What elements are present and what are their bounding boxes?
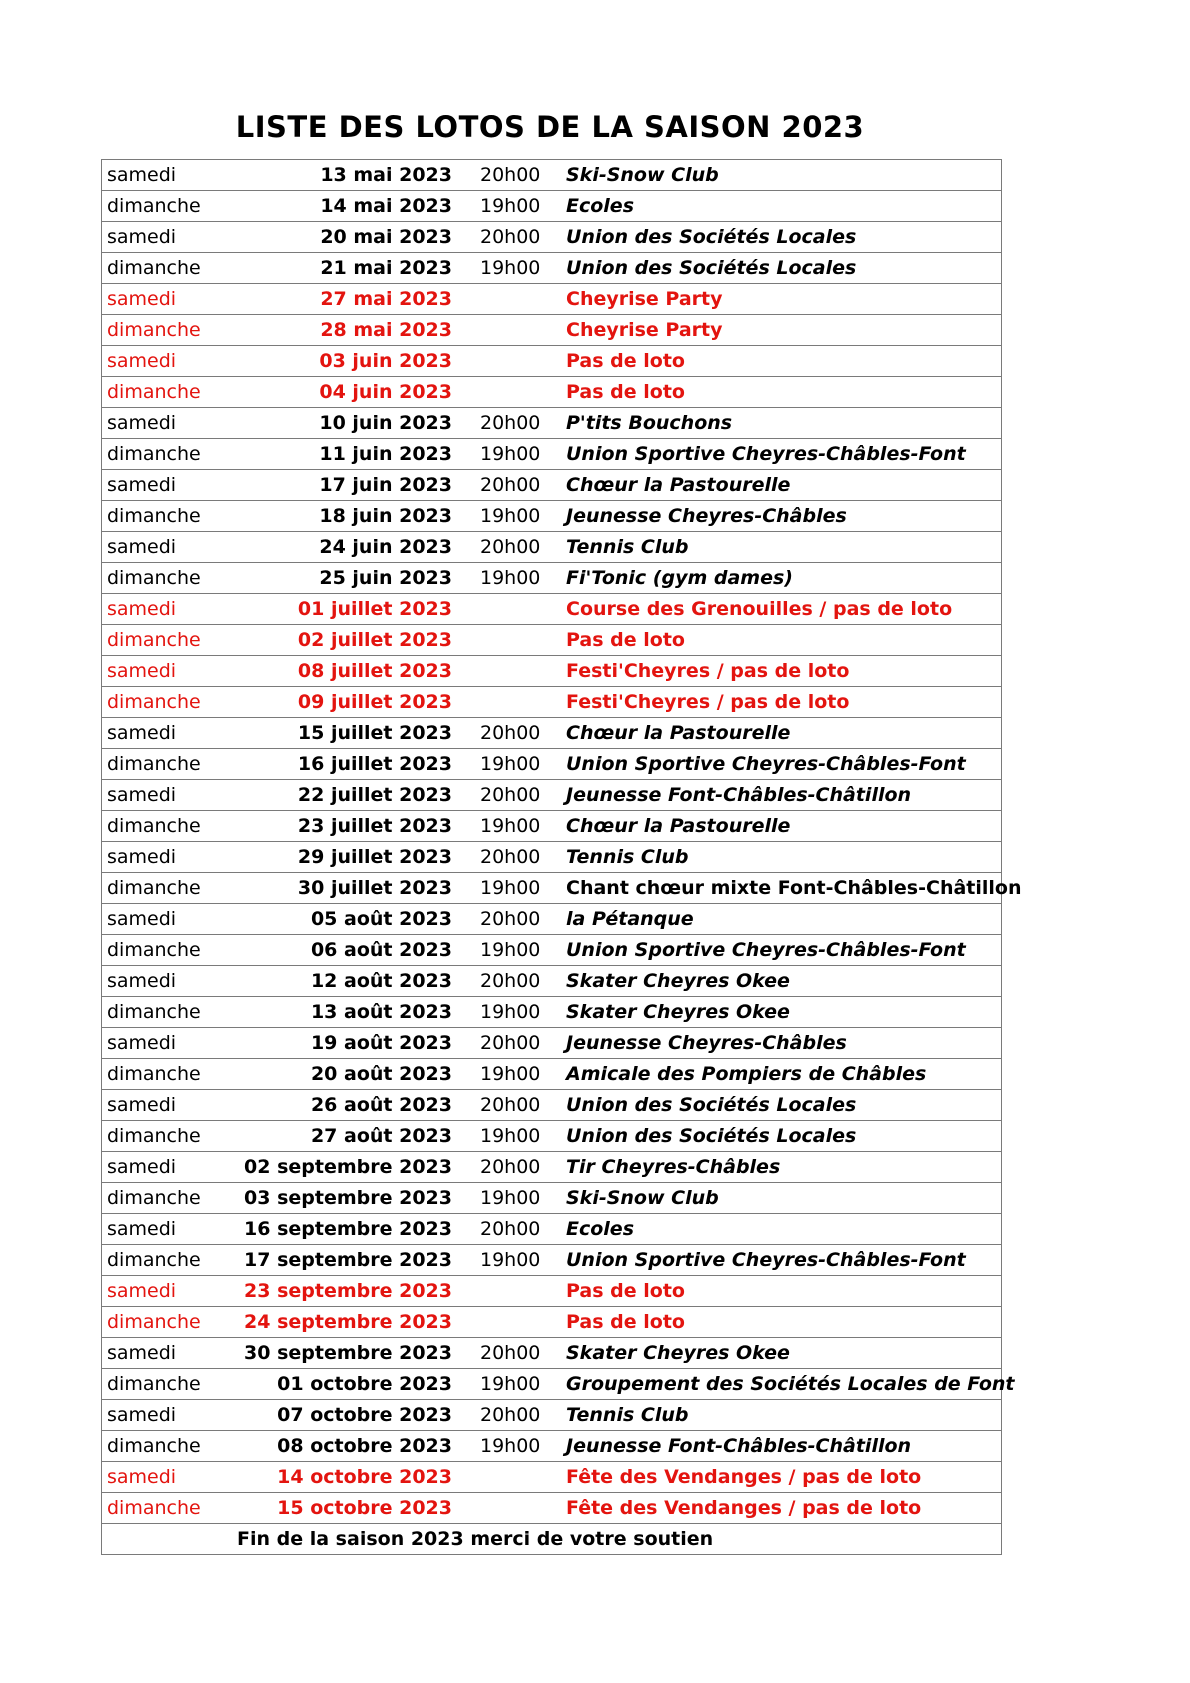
row-day: dimanche: [107, 257, 201, 279]
row-time: 19h00: [480, 1125, 541, 1147]
row-time: 19h00: [480, 1373, 541, 1395]
row-time: 20h00: [480, 846, 541, 868]
table-row: [102, 1028, 1001, 1059]
row-club: Festi'Cheyres / pas de loto: [566, 691, 850, 713]
row-club: Ski-Snow Club: [566, 1187, 719, 1209]
row-club: Union Sportive Cheyres-Châbles-Font: [566, 1249, 966, 1271]
row-club: Jeunesse Cheyres-Châbles: [566, 505, 847, 527]
table-row: [102, 191, 1001, 222]
row-day: dimanche: [107, 939, 201, 961]
row-day: samedi: [107, 1032, 177, 1054]
row-time: 19h00: [480, 1187, 541, 1209]
row-time: 19h00: [480, 1249, 541, 1271]
table-row: [102, 439, 1001, 470]
row-date: 17 juin 2023: [319, 474, 452, 496]
table-row: [102, 470, 1001, 501]
table-row: [102, 780, 1001, 811]
table-row: [102, 1276, 1001, 1307]
row-date: 27 août 2023: [310, 1125, 452, 1147]
page-title: LISTE DES LOTOS DE LA SAISON 2023: [235, 110, 865, 144]
table-row: [102, 563, 1001, 594]
table-row: [102, 1121, 1001, 1152]
row-club: Pas de loto: [566, 350, 685, 372]
row-date: 03 juin 2023: [319, 350, 452, 372]
row-date: 17 septembre 2023: [244, 1249, 452, 1271]
table-row: [102, 408, 1001, 439]
row-time: 19h00: [480, 505, 541, 527]
row-club: Union Sportive Cheyres-Châbles-Font: [566, 753, 966, 775]
row-date: 10 juin 2023: [319, 412, 452, 434]
row-day: dimanche: [107, 567, 201, 589]
table-row: [102, 346, 1001, 377]
table-row: [102, 687, 1001, 718]
row-day: samedi: [107, 1342, 177, 1364]
row-date: 27 mai 2023: [320, 288, 452, 310]
row-day: dimanche: [107, 629, 201, 651]
row-time: 19h00: [480, 753, 541, 775]
row-day: samedi: [107, 164, 177, 186]
row-date: 19 août 2023: [310, 1032, 452, 1054]
row-time: 19h00: [480, 939, 541, 961]
row-club: Pas de loto: [566, 1280, 685, 1302]
row-club: Chœur la Pastourelle: [566, 722, 791, 744]
row-club: Cheyrise Party: [566, 319, 723, 341]
row-date: 02 juillet 2023: [297, 629, 452, 651]
row-date: 16 juillet 2023: [297, 753, 452, 775]
row-day: samedi: [107, 784, 177, 806]
row-day: samedi: [107, 660, 177, 682]
row-club: Groupement des Sociétés Locales de Font: [566, 1373, 1015, 1395]
row-time: 20h00: [480, 1218, 541, 1240]
row-club: Union des Sociétés Locales: [566, 1094, 857, 1116]
row-date: 14 octobre 2023: [277, 1466, 452, 1488]
row-date: 26 août 2023: [310, 1094, 452, 1116]
row-day: samedi: [107, 1466, 177, 1488]
row-day: samedi: [107, 1094, 177, 1116]
table-row: [102, 997, 1001, 1028]
table-row: [102, 1338, 1001, 1369]
lotos-table: [101, 159, 1022, 1555]
row-date: 20 mai 2023: [320, 226, 452, 248]
table-body: [102, 160, 1022, 1524]
row-date: 09 juillet 2023: [297, 691, 452, 713]
row-day: dimanche: [107, 1497, 201, 1519]
row-date: 30 septembre 2023: [244, 1342, 452, 1364]
row-day: samedi: [107, 412, 177, 434]
row-club: Jeunesse Font-Châbles-Châtillon: [566, 784, 912, 806]
row-club: Skater Cheyres Okee: [566, 1342, 790, 1364]
row-day: dimanche: [107, 691, 201, 713]
row-day: samedi: [107, 598, 177, 620]
row-club: Ecoles: [566, 1218, 635, 1240]
row-club: Pas de loto: [566, 629, 685, 651]
row-time: 20h00: [480, 226, 541, 248]
row-time: 19h00: [480, 195, 541, 217]
row-date: 23 septembre 2023: [244, 1280, 452, 1302]
row-date: 15 octobre 2023: [277, 1497, 452, 1519]
row-time: 20h00: [480, 1032, 541, 1054]
row-date: 24 juin 2023: [319, 536, 452, 558]
row-date: 14 mai 2023: [320, 195, 452, 217]
row-club: Cheyrise Party: [566, 288, 723, 310]
row-club: Tir Cheyres-Châbles: [566, 1156, 781, 1178]
row-date: 04 juin 2023: [319, 381, 452, 403]
row-date: 30 juillet 2023: [297, 877, 452, 899]
row-date: 12 août 2023: [310, 970, 452, 992]
row-day: dimanche: [107, 1311, 201, 1333]
table-row: [102, 811, 1001, 842]
table-footer-row: [102, 1524, 1001, 1555]
row-club: Pas de loto: [566, 381, 685, 403]
row-date: 05 août 2023: [310, 908, 452, 930]
row-day: dimanche: [107, 505, 201, 527]
row-day: dimanche: [107, 753, 201, 775]
row-date: 25 juin 2023: [319, 567, 452, 589]
row-club: Tennis Club: [566, 846, 689, 868]
row-time: 20h00: [480, 1094, 541, 1116]
row-day: dimanche: [107, 1249, 201, 1271]
row-date: 15 juillet 2023: [297, 722, 452, 744]
table-row: [102, 1090, 1001, 1121]
row-date: 06 août 2023: [310, 939, 452, 961]
row-day: dimanche: [107, 381, 201, 403]
row-day: samedi: [107, 1404, 177, 1426]
row-date: 13 mai 2023: [320, 164, 452, 186]
row-time: 20h00: [480, 908, 541, 930]
row-club: Skater Cheyres Okee: [566, 970, 790, 992]
row-day: samedi: [107, 1156, 177, 1178]
row-time: 20h00: [480, 784, 541, 806]
row-time: 20h00: [480, 1156, 541, 1178]
row-club: Union des Sociétés Locales: [566, 257, 857, 279]
row-club: Course des Grenouilles / pas de loto: [566, 598, 953, 620]
table-row: [102, 1307, 1001, 1338]
row-day: dimanche: [107, 815, 201, 837]
table-row: [102, 1214, 1001, 1245]
row-club: Chœur la Pastourelle: [566, 815, 791, 837]
table-row: [102, 1059, 1001, 1090]
row-date: 07 octobre 2023: [277, 1404, 452, 1426]
row-time: 19h00: [480, 1001, 541, 1023]
table-row: [102, 1400, 1001, 1431]
row-club: Jeunesse Cheyres-Châbles: [566, 1032, 847, 1054]
row-date: 24 septembre 2023: [244, 1311, 452, 1333]
row-club: Skater Cheyres Okee: [566, 1001, 790, 1023]
row-date: 29 juillet 2023: [297, 846, 452, 868]
table-row: [102, 501, 1001, 532]
table-row: [102, 873, 1022, 904]
row-club: Tennis Club: [566, 1404, 689, 1426]
footer-text: Fin de la saison 2023 merci de votre soutien: [237, 1528, 714, 1550]
table-row: [102, 1369, 1015, 1400]
row-day: samedi: [107, 1280, 177, 1302]
row-day: dimanche: [107, 1435, 201, 1457]
row-club: Chant chœur mixte Font-Châbles-Châtillon: [566, 877, 1022, 899]
row-day: dimanche: [107, 319, 201, 341]
row-club: Chœur la Pastourelle: [566, 474, 791, 496]
row-time: 20h00: [480, 474, 541, 496]
row-date: 08 octobre 2023: [277, 1435, 452, 1457]
row-day: dimanche: [107, 195, 201, 217]
row-day: dimanche: [107, 1001, 201, 1023]
table-row: [102, 966, 1001, 997]
table-row: [102, 625, 1001, 656]
row-day: samedi: [107, 722, 177, 744]
table-row: [102, 1245, 1001, 1276]
row-date: 18 juin 2023: [319, 505, 452, 527]
row-time: 20h00: [480, 1342, 541, 1364]
row-club: Union des Sociétés Locales: [566, 1125, 857, 1147]
row-time: 19h00: [480, 1435, 541, 1457]
row-club: Festi'Cheyres / pas de loto: [566, 660, 850, 682]
row-day: dimanche: [107, 443, 201, 465]
row-day: samedi: [107, 350, 177, 372]
row-date: 28 mai 2023: [320, 319, 452, 341]
row-date: 11 juin 2023: [319, 443, 452, 465]
table-row: [102, 160, 1001, 191]
table-row: [102, 1431, 1001, 1462]
row-day: dimanche: [107, 1063, 201, 1085]
row-day: samedi: [107, 970, 177, 992]
row-date: 03 septembre 2023: [244, 1187, 452, 1209]
row-time: 20h00: [480, 722, 541, 744]
table-row: [102, 1183, 1001, 1214]
row-date: 21 mai 2023: [320, 257, 452, 279]
row-club: Pas de loto: [566, 1311, 685, 1333]
row-club: P'tits Bouchons: [566, 412, 733, 434]
table-row: [102, 718, 1001, 749]
row-date: 01 octobre 2023: [277, 1373, 452, 1395]
row-club: la Pétanque: [566, 908, 694, 930]
row-time: 19h00: [480, 877, 541, 899]
row-club: Union Sportive Cheyres-Châbles-Font: [566, 443, 966, 465]
table-row: [102, 222, 1001, 253]
row-club: Union Sportive Cheyres-Châbles-Font: [566, 939, 966, 961]
row-date: 22 juillet 2023: [297, 784, 452, 806]
row-day: dimanche: [107, 1373, 201, 1395]
table-row: [102, 904, 1001, 935]
row-day: samedi: [107, 226, 177, 248]
row-club: Ecoles: [566, 195, 635, 217]
row-day: samedi: [107, 1218, 177, 1240]
table-row: [102, 1493, 1001, 1524]
table-row: [102, 594, 1001, 625]
row-date: 23 juillet 2023: [297, 815, 452, 837]
row-time: 19h00: [480, 815, 541, 837]
row-time: 20h00: [480, 1404, 541, 1426]
table-row: [102, 842, 1001, 873]
table-row: [102, 377, 1001, 408]
row-club: Amicale des Pompiers de Châbles: [566, 1063, 927, 1085]
table-row: [102, 284, 1001, 315]
table-row: [102, 253, 1001, 284]
row-day: samedi: [107, 846, 177, 868]
row-date: 02 septembre 2023: [244, 1156, 452, 1178]
table-row: [102, 935, 1001, 966]
row-day: dimanche: [107, 877, 201, 899]
table-row: [102, 1152, 1001, 1183]
row-date: 20 août 2023: [310, 1063, 452, 1085]
row-date: 01 juillet 2023: [297, 598, 452, 620]
table-row: [102, 315, 1001, 346]
row-day: samedi: [107, 908, 177, 930]
row-club: Fête des Vendanges / pas de loto: [566, 1497, 922, 1519]
row-time: 20h00: [480, 536, 541, 558]
row-time: 19h00: [480, 567, 541, 589]
row-club: Fête des Vendanges / pas de loto: [566, 1466, 922, 1488]
table-row: [102, 1462, 1001, 1493]
row-club: Jeunesse Font-Châbles-Châtillon: [566, 1435, 912, 1457]
row-club: Tennis Club: [566, 536, 689, 558]
row-day: dimanche: [107, 1125, 201, 1147]
row-time: 20h00: [480, 412, 541, 434]
table-row: [102, 656, 1001, 687]
row-day: samedi: [107, 288, 177, 310]
row-time: 19h00: [480, 1063, 541, 1085]
table-row: [102, 749, 1001, 780]
row-club: Union des Sociétés Locales: [566, 226, 857, 248]
row-date: 16 septembre 2023: [244, 1218, 452, 1240]
row-day: samedi: [107, 474, 177, 496]
row-date: 13 août 2023: [310, 1001, 452, 1023]
row-time: 20h00: [480, 970, 541, 992]
row-time: 20h00: [480, 164, 541, 186]
row-club: Fi'Tonic (gym dames): [566, 567, 793, 589]
table-row: [102, 532, 1001, 563]
row-time: 19h00: [480, 443, 541, 465]
row-day: samedi: [107, 536, 177, 558]
row-club: Ski-Snow Club: [566, 164, 719, 186]
row-day: dimanche: [107, 1187, 201, 1209]
row-time: 19h00: [480, 257, 541, 279]
row-date: 08 juillet 2023: [297, 660, 452, 682]
